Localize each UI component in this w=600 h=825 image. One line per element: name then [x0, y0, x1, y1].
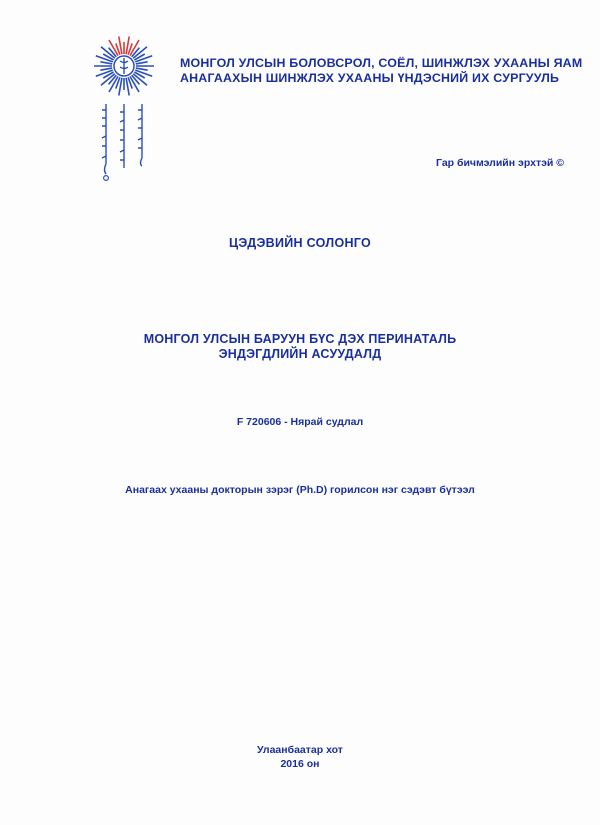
author-name: ЦЭДЭВИЙН СОЛОНГО — [228, 236, 372, 250]
year: 2016 он — [280, 758, 320, 770]
title-line-1: МОНГОЛ УЛСЫН БАРУУН БҮС ДЭХ ПЕРИНАТАЛЬ — [143, 332, 457, 346]
dissertation-title — [0, 332, 600, 362]
mongolian-script-emblem — [94, 102, 160, 182]
university-name: АНАГААХЫН ШИНЖЛЭХ УХААНЫ ҮНДЭСНИЙ ИХ СУРГУУЛЬ — [180, 71, 560, 85]
degree-statement: Анагаах ухааны докторын зэрэг (Ph.D) горилсон нэг сэдэвт бүтээл — [125, 484, 475, 496]
copyright-note: Гар бичмэлийн эрхтэй © — [436, 157, 564, 169]
title-line-2: ЭНДЭГДЛИЙН АСУУДАЛД — [218, 347, 382, 361]
place: Улаанбаатар хот — [257, 744, 343, 756]
university-logo-icon — [92, 34, 156, 98]
ministry-name: МОНГОЛ УЛСЫН БОЛОВСРОЛ, СОЁЛ, ШИНЖЛЭХ УХААНЫ ЯАМ — [180, 56, 583, 70]
specialty-code: F 720606 - Нярай судлал — [236, 416, 364, 428]
